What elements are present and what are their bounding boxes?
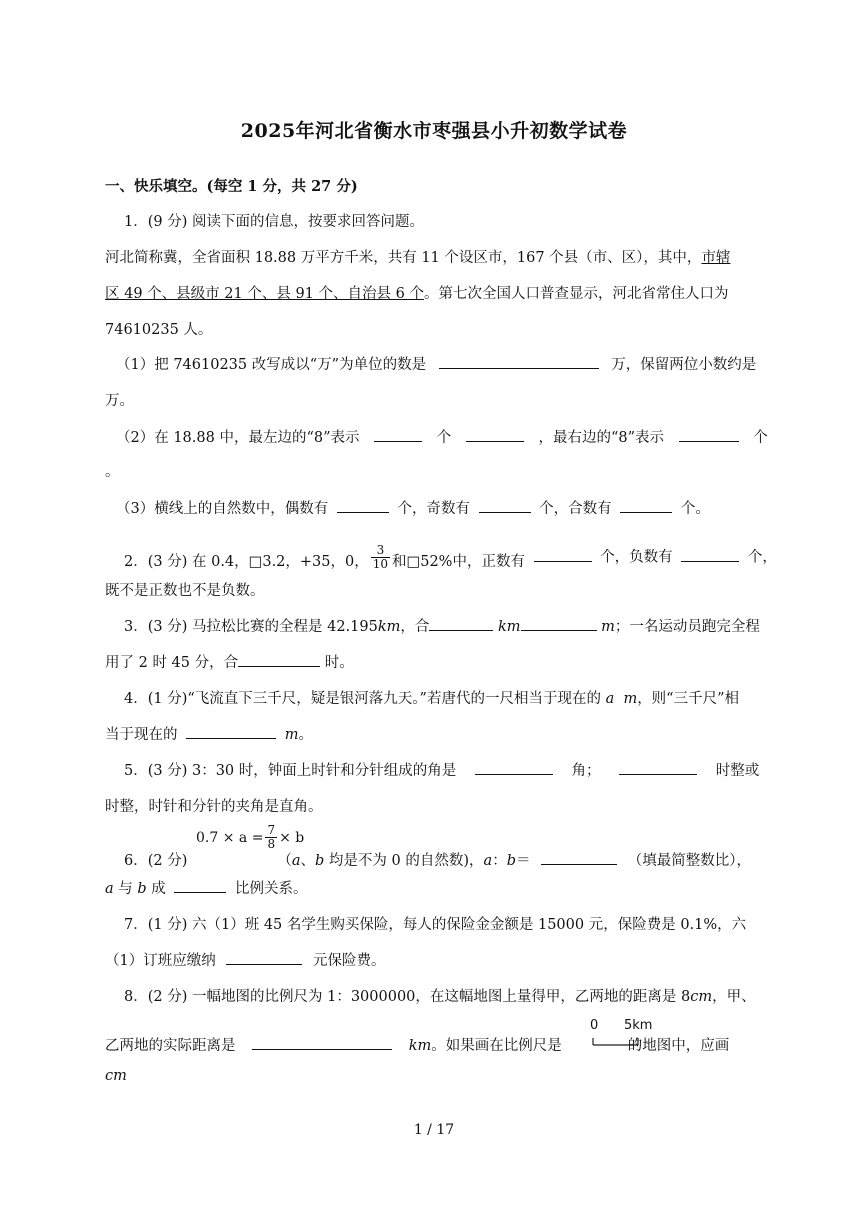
answer-blank[interactable] [337,498,389,513]
q3-line2: 用了 2 时 45 分，合 时。 [105,651,354,672]
q1-paragraph-line3: 74610235 人。 [105,322,213,338]
q1-sub1: （1）把 74610235 改写成以“万”为单位的数是 万，保留两位小数约是 [116,353,756,374]
q7-line1: 7．(1 分) 六（1）班 45 名学生购买保险，每人的保险金金额是 15000 元，保险费是 0.1%，六 [124,917,747,933]
q8-line3: cm [105,1068,127,1084]
answer-blank[interactable] [521,616,597,631]
q4-line2: 当于现在的 m。 [105,723,313,744]
answer-blank[interactable] [534,547,592,562]
section-heading: 一、快乐填空。(每空 1 分，共 27 分) [105,178,358,195]
q1-sub3: （3）横线上的自然数中，偶数有 个，奇数有 个，合数有 个。 [116,497,710,518]
q1-sub2: （2）在 18.88 中，最左边的“8”表示 个 ，最右边的“8”表示 个 [116,426,768,447]
answer-blank[interactable] [429,616,493,631]
q8-line1: 8．(2 分) 一幅地图的比例尺为 1：3000000，在这幅地图上量得甲，乙两地的距离是 8cm，甲、 [124,989,756,1005]
underlined-text: 区 49 个、县级市 21 个、县 91 个、自治县 6 个 [105,286,424,302]
answer-blank[interactable] [374,427,422,442]
q6-line1: 6．(2 分) （a、b 均是不为 0 的自然数)，a：b＝ （填最简整数比）， [124,849,751,870]
answer-blank[interactable] [186,724,276,739]
answer-blank[interactable] [479,498,531,513]
q7-line2: （1）订班应缴纳 元保险费。 [105,949,385,970]
scale-zero-label: 0 [590,1018,599,1033]
page-title: 2025年河北省衡水市枣强县小升初数学试卷 [240,120,628,142]
answer-blank[interactable] [620,498,672,513]
answer-blank[interactable] [252,1035,392,1050]
q2-line1: 2．(3 分) 在 0.4，□3.2，+35，0， $\frac{3}{10}$ 和□52%中，正数有 个，负数有 个， [124,543,777,571]
answer-blank[interactable] [226,950,302,965]
answer-blank[interactable] [439,354,599,369]
q3-line1: 3．(3 分) 马拉松比赛的全程是 42.195km，合 km m；一名运动员跑完全程 [124,615,760,636]
q1-heading: 1．(9 分) 阅读下面的信息，按要求回答问题。 [124,214,424,230]
q5-line2: 时整，时针和分针的夹角是直角。 [105,799,323,815]
q1-sub1-cont: 万。 [105,393,134,409]
answer-blank[interactable] [475,760,553,775]
q8-line2: 乙两地的实际距离是 km。如果画在比例尺是 的地图中，应画 [105,1034,729,1055]
answer-blank[interactable] [466,427,524,442]
answer-blank[interactable] [541,850,617,865]
q2-line2: 既不是正数也不是负数。 [105,583,265,599]
fraction: $\frac{7}{8}$ [267,823,276,851]
q1-paragraph-line2: 区 49 个、县级市 21 个、县 91 个、自治县 6 个。第七次全国人口普查显示，河北省常住人口为 [105,286,729,302]
underlined-text: 市辖 [701,250,731,266]
q4-line1: 4．(1 分)“飞流直下三千尺，疑是银河落九天。”若唐代的一尺相当于现在的 a m，则“三千尺”相 [124,691,740,707]
answer-blank[interactable] [679,427,739,442]
fraction: $\frac{3}{10}$ [372,543,389,571]
q5-line1: 5．(3 分) 3：30 时，钟面上时针和分针组成的角是 角； 时整或 [124,759,759,780]
q6-formula: 0.7 × a = $\frac{7}{8}$ × b [196,823,305,851]
answer-blank[interactable] [174,878,226,893]
q1-sub2-cont: 。 [105,464,120,480]
q1-paragraph-line1: 河北简称冀，全省面积 18.88 万平方千米，共有 11 个设区市，167 个县（市、区），其中，市辖 [105,250,731,266]
scale-5km-label: 5km [624,1018,653,1033]
answer-blank[interactable] [619,760,697,775]
answer-blank[interactable] [681,547,739,562]
q6-line2: a 与 b 成 比例关系。 [105,877,308,898]
answer-blank[interactable] [238,652,320,667]
page-number: 1 / 17 [413,1122,455,1138]
